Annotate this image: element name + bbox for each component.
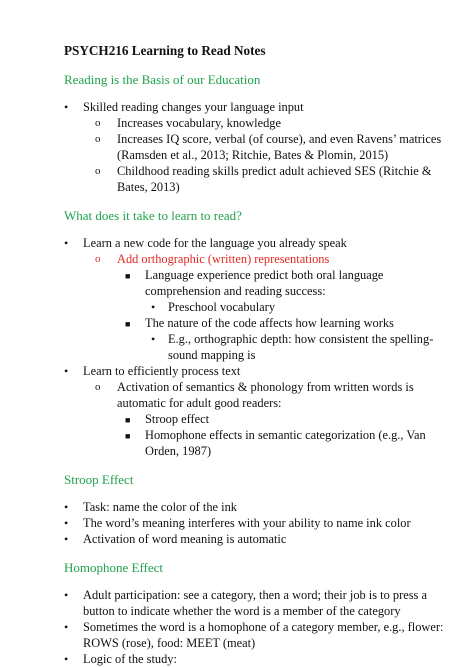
- list-item-text: Learn a new code for the language you already speak: [83, 236, 347, 250]
- bullet-icon: •: [151, 332, 156, 346]
- list-item-text: Increases IQ score, verbal (of course), and even Ravens’ matrices (Ramsden et al., 2013; Ritchie, Bates & Plomin, 2015): [117, 132, 442, 162]
- bullet-icon: •: [64, 588, 69, 602]
- highlighted-text: Add orthographic (written) representations: [117, 252, 330, 266]
- list-item: [145, 331, 444, 363]
- list-item-text: Adult participation: see a category, then a word; their job is to press a button to indicate whether the word is a member of the category: [83, 588, 427, 618]
- square-bullet-icon: ■: [125, 415, 131, 425]
- square-bullet-icon: ■: [125, 431, 131, 441]
- bullet-icon: •: [64, 236, 69, 250]
- list-item: [123, 427, 444, 459]
- document-title: PSYCH216 Learning to Read Notes: [64, 43, 266, 58]
- list-item-text: Language experience predict both oral language comprehension and reading success:: [145, 268, 384, 298]
- square-bullet-icon: ■: [125, 319, 131, 329]
- circle-bullet-icon: o: [95, 117, 101, 129]
- section-heading-what-it-takes: What does it take to learn to read?: [64, 208, 242, 223]
- circle-bullet-icon: o: [95, 381, 101, 393]
- circle-bullet-icon: o: [95, 165, 101, 177]
- section-list-homophone: [64, 587, 444, 667]
- list-item: [64, 499, 444, 515]
- list-item-text: Sometimes the word is a homophone of a category member, e.g., flower: ROWS (rose), food: MEET (meat): [83, 620, 444, 650]
- list-item: [64, 99, 444, 195]
- level4-list: [145, 331, 444, 363]
- sub-list: [89, 251, 444, 363]
- list-item-text: Activation of semantics & phonology from written words is automatic for adult good readers:: [117, 380, 414, 410]
- list-item-text: Stroop effect: [145, 412, 210, 426]
- list-item: [64, 587, 444, 619]
- sub-list: [89, 379, 444, 459]
- list-item-text: Task: name the color of the ink: [83, 500, 237, 514]
- bullet-icon: •: [64, 620, 69, 634]
- bullet-icon: •: [64, 500, 69, 514]
- list-item-text: Increases vocabulary, knowledge: [117, 116, 281, 130]
- list-item: [89, 131, 444, 163]
- list-item-text: The nature of the code affects how learning works: [145, 316, 394, 330]
- list-item: [123, 315, 444, 363]
- list-item-text: Skilled reading changes your language input: [83, 100, 304, 114]
- list-item: [89, 379, 444, 459]
- list-item: [123, 267, 444, 315]
- list-item-text: Homophone effects in semantic categorization (e.g., Van Orden, 1987): [145, 428, 426, 458]
- bullet-icon: •: [151, 300, 156, 314]
- bullet-icon: •: [64, 532, 69, 546]
- bullet-icon: •: [64, 652, 69, 666]
- bullet-icon: •: [64, 516, 69, 530]
- list-item-text: Learn to efficiently process text: [83, 364, 241, 378]
- list-item-text: Childhood reading skills predict adult achieved SES (Ritchie & Bates, 2013): [117, 164, 432, 194]
- list-item: [64, 651, 444, 667]
- list-item-text: Activation of word meaning is automatic: [83, 532, 287, 546]
- level4-list: [145, 299, 444, 315]
- list-item: [89, 115, 444, 131]
- section-list-stroop: [64, 499, 444, 547]
- bullet-icon: •: [64, 364, 69, 378]
- list-item-text: Logic of the study:: [83, 652, 177, 666]
- list-item: [123, 411, 444, 427]
- list-item: [145, 299, 444, 315]
- list-item: [89, 163, 444, 195]
- list-item: [64, 531, 444, 547]
- list-item: [64, 515, 444, 531]
- section-list-reading-basis: [64, 99, 444, 195]
- square-bullet-icon: ■: [125, 271, 131, 281]
- list-item: [64, 235, 444, 363]
- section-list-what-it-takes: [64, 235, 444, 459]
- section-heading-homophone: Homophone Effect: [64, 560, 164, 575]
- list-item: [89, 251, 444, 363]
- list-item-text: Preschool vocabulary: [168, 300, 276, 314]
- list-item: [64, 363, 444, 459]
- bullet-icon: •: [64, 100, 69, 114]
- list-item-text: The word’s meaning interferes with your ability to name ink color: [83, 516, 411, 530]
- list-item-text: E.g., orthographic depth: how consistent the spelling-sound mapping is: [168, 332, 434, 362]
- section-heading-stroop: Stroop Effect: [64, 472, 134, 487]
- sub-sub-list: [123, 267, 444, 363]
- circle-bullet-icon: o: [95, 253, 101, 265]
- sub-list: [89, 115, 444, 195]
- sub-sub-list: [123, 411, 444, 459]
- list-item: [64, 619, 444, 651]
- circle-bullet-icon: o: [95, 133, 101, 145]
- section-heading-reading-basis: Reading is the Basis of our Education: [64, 72, 261, 87]
